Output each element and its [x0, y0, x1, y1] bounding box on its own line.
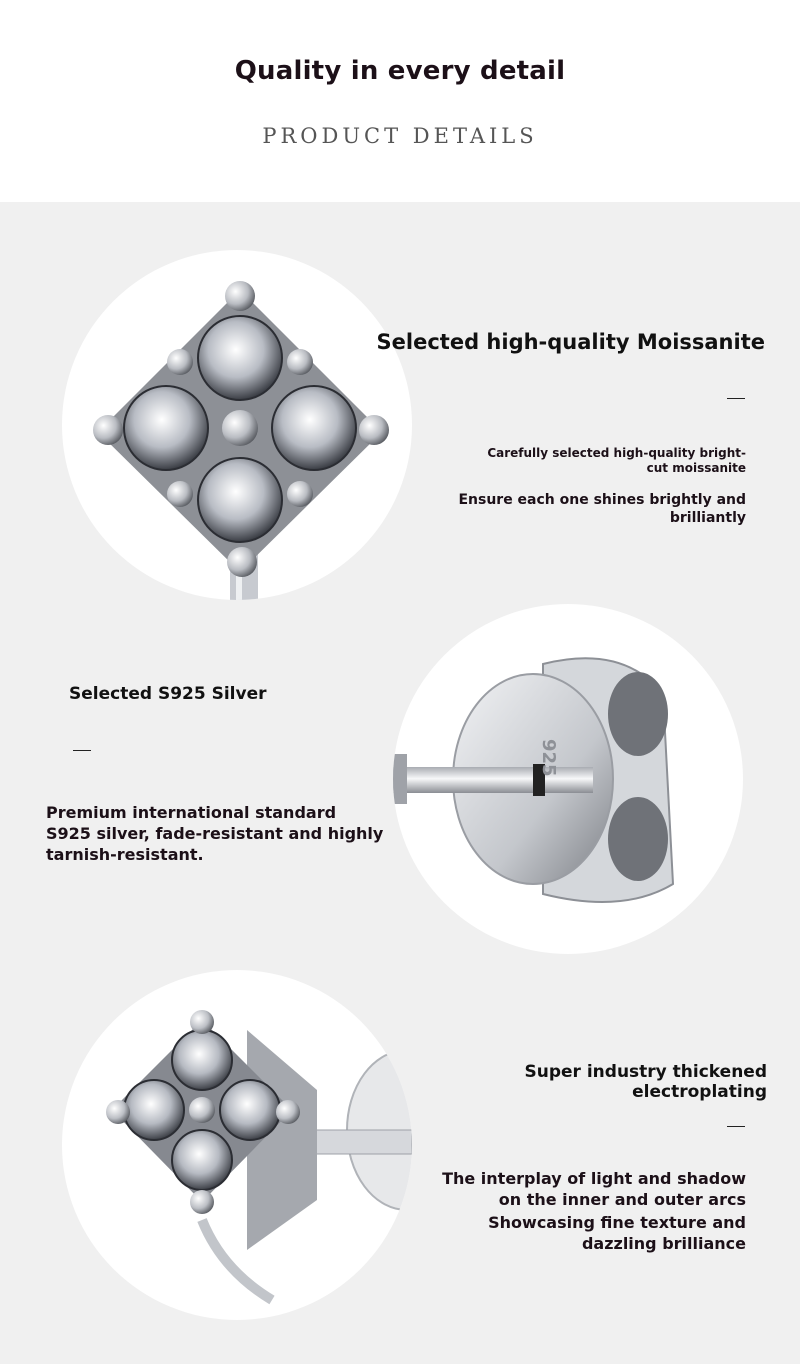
description-line-2: Showcasing fine texture and dazzling brilliance — [488, 1213, 746, 1254]
earring-back-image — [393, 604, 743, 954]
section-silver — [0, 602, 800, 962]
page-header — [0, 0, 800, 202]
description-line-1: The interplay of light and shadow on the inner and outer arcs — [442, 1169, 746, 1210]
description-line-2: Ensure each one shines brightly and brilliantly — [458, 492, 746, 527]
description-body: Premium international standard S925 silver, fade-resistant and highly tarnish-resistant. — [46, 803, 384, 865]
section-electroplating — [0, 962, 800, 1364]
section-heading: Super industry thickened electroplating — [524, 1062, 767, 1102]
page-subtitle: PRODUCT DETAILS — [262, 124, 538, 148]
divider-dash — [73, 750, 91, 751]
section-heading: Selected high-quality Moissanite — [376, 330, 765, 354]
divider-dash — [727, 398, 745, 399]
section-heading: Selected S925 Silver — [69, 684, 267, 704]
description-line-1: Carefully selected high-quality bright-cut moissanite — [487, 446, 746, 475]
divider-dash — [727, 1126, 745, 1127]
earring-side-image — [62, 970, 412, 1320]
moissanite-earring-image — [62, 250, 412, 600]
section-moissanite — [0, 202, 800, 602]
s925-stamp: 925 — [538, 739, 559, 777]
page-title: Quality in every detail — [234, 56, 566, 86]
